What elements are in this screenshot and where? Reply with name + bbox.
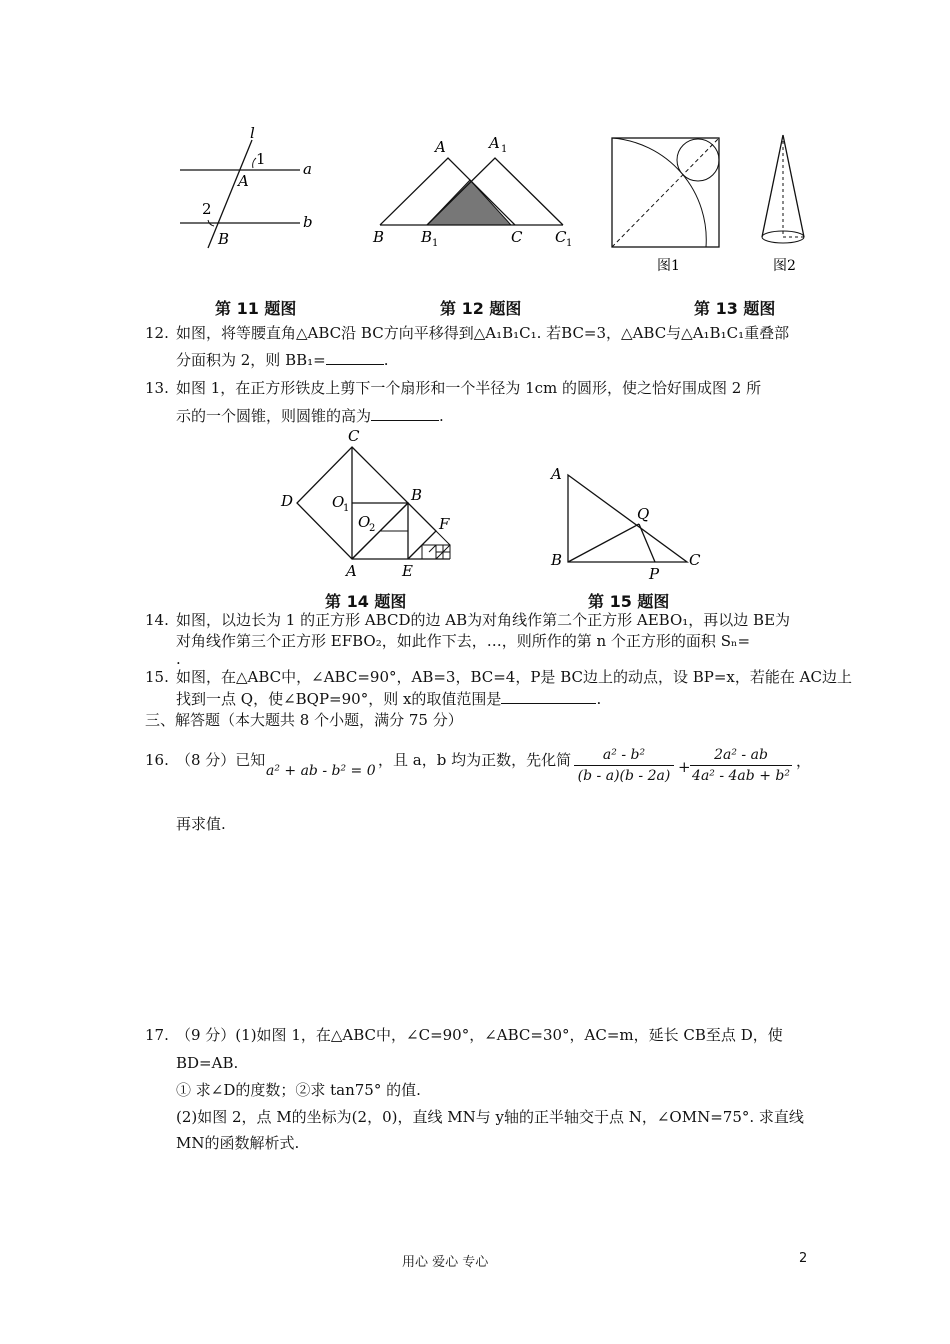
fig15-label-A: A (551, 465, 562, 483)
q15-line1 (145, 666, 852, 688)
fig12-caption: 第 12 题图 (440, 299, 522, 318)
q12-answer-blank (326, 349, 384, 365)
fig14-label-O1-sub: 1 (343, 503, 350, 514)
fig11-label-l: l (250, 124, 255, 142)
q12-text-2: 分面积为 2，则 BB₁= (176, 351, 326, 369)
q16-number: 16. (145, 751, 169, 769)
q14-text-1: 如图，以边长为 1 的正方形 ABCD的边 AB为对角线作第二个正方形 AEBO₁，再以边 BE为 (176, 611, 791, 629)
q16-fraction-1-denominator: (b - a)(b - 2a) (577, 768, 671, 784)
q16-line1 (145, 749, 265, 771)
figure-11 (170, 120, 330, 255)
q17-line1 (145, 1024, 783, 1046)
fig12-label-C: C (511, 228, 523, 246)
q14-line2 (176, 630, 750, 652)
q14-number: 14. (145, 611, 169, 629)
fig15-label-Q: Q (637, 505, 650, 523)
fig14-label-O1: O (332, 493, 345, 511)
figure-15 (545, 455, 715, 585)
q16-fraction-2 (690, 747, 792, 784)
fig14-label-O2-sub: 2 (369, 523, 376, 534)
q13-answer-blank (371, 405, 439, 421)
fig12-label-A1-sub: 1 (501, 144, 508, 155)
fig14-label-F: F (439, 515, 450, 533)
fig15-caption: 第 15 题图 (588, 592, 670, 611)
q14-line1 (145, 609, 790, 631)
q16-fraction-1 (574, 747, 674, 784)
q12-text-2-end: . (383, 351, 389, 369)
fig14-label-O2: O (358, 513, 371, 531)
fig13-caption: 第 13 题图 (694, 299, 776, 318)
q15-text-2-end: . (596, 690, 602, 708)
q16-line2: 再求值. (176, 815, 226, 833)
q12-number: 12. (145, 324, 169, 342)
fig11-label-A: A (238, 172, 249, 190)
section-3-heading: 三、解答题（本大题共 8 个小题，满分 75 分） (145, 711, 463, 729)
fig14-label-B: B (411, 486, 423, 504)
fig15-label-B: B (551, 551, 563, 569)
fig11-label-2: 2 (202, 200, 212, 218)
q14-text-3: . (176, 650, 181, 668)
fig15-label-C: C (689, 551, 701, 569)
fig14-label-D: D (281, 492, 294, 510)
q15-answer-blank (501, 688, 596, 704)
fig15-label-P: P (649, 565, 660, 583)
fig11-label-b: b (303, 213, 313, 231)
figure-14 (275, 425, 465, 585)
fig13-label-fig2: 图2 (773, 258, 796, 274)
q13-text-2: 示的一个圆锥，则圆锥的高为 (176, 407, 372, 425)
q17-text-1: （9 分）(1)如图 1，在△ABC中，∠C=90°，∠ABC=30°，AC=m，延长 CB至点 D，使 (176, 1026, 783, 1044)
fig11-label-B: B (218, 230, 230, 248)
fig12-label-A1: A (489, 134, 500, 152)
fig14-label-E: E (402, 562, 413, 580)
q17-line3: ① 求∠D的度数；②求 tan75° 的值. (176, 1081, 421, 1099)
fig12-label-C1-sub: 1 (566, 238, 573, 249)
fig12-label-B1: B (421, 228, 433, 246)
q16-fraction-1-numerator: a² - b² (574, 747, 674, 766)
q12-text-1: 如图，将等腰直角△ABC沿 BC方向平移得到△A₁B₁C₁. 若BC=3，△ABC与△A₁B₁C₁重叠部 (176, 324, 790, 342)
q17-line5: MN的函数解析式. (176, 1134, 300, 1152)
footer-slogan: 用心 爱心 专心 (402, 1255, 489, 1270)
q13-number: 13. (145, 379, 169, 397)
q17-number: 17. (145, 1026, 169, 1044)
fig11-caption: 第 11 题图 (215, 299, 297, 318)
q16-comma: ， (796, 752, 812, 770)
q13-text-2-end: . (439, 407, 444, 425)
q12-line2 (176, 349, 389, 371)
fig12-label-A: A (435, 138, 446, 156)
q13-text-1: 如图 1，在正方形铁皮上剪下一个扇形和一个半径为 1cm 的圆形，使之恰好围成图 2 所 (176, 379, 762, 397)
fig14-caption: 第 14 题图 (325, 592, 407, 611)
q16-fraction-2-numerator: 2a² - ab (690, 747, 792, 766)
q13-line1 (145, 377, 761, 399)
q12-line1 (145, 322, 789, 344)
q16-text-mid: ，且 a，b 均为正数，先化简 (378, 751, 572, 769)
fig13-label-fig1: 图1 (657, 258, 680, 274)
q14-text-2: 对角线作第三个正方形 EFBO₂，如此作下去，…，则所作的第 n 个正方形的面积 Sₙ= (176, 632, 751, 650)
fig14-label-A: A (346, 562, 357, 580)
fig11-label-a: a (303, 160, 312, 178)
q13-line2 (176, 405, 444, 427)
figure-13 (605, 130, 830, 280)
q16-text-pre: （8 分）已知 (176, 751, 266, 769)
q16-plus: + (678, 758, 691, 776)
page-number: 2 (799, 1251, 808, 1266)
q15-line2 (176, 688, 601, 710)
q15-text-2: 找到一点 Q，使∠BQP=90°，则 x的取值范围是 (176, 690, 502, 708)
q15-number: 15. (145, 668, 169, 686)
fig11-label-1: 1 (256, 150, 266, 168)
q15-text-1: 如图，在△ABC中，∠ABC=90°，AB=3，BC=4，P是 BC边上的动点，设 BP=x，若能在 AC边上 (176, 668, 852, 686)
q16-fraction-2-denominator: 4a² - 4ab + b² (692, 768, 790, 784)
q17-line2: BD=AB. (176, 1054, 239, 1072)
figure-12 (365, 130, 585, 250)
fig12-label-B: B (373, 228, 385, 246)
q17-line4: (2)如图 2，点 M的坐标为(2，0)，直线 MN与 y轴的正半轴交于点 N，∠OMN=75°. 求直线 (176, 1108, 804, 1126)
fig12-label-C1: C (555, 228, 567, 246)
q16-equation: a² + ab - b² = 0 (266, 763, 376, 779)
fig14-label-C: C (348, 427, 360, 445)
fig12-label-B1-sub: 1 (432, 238, 439, 249)
